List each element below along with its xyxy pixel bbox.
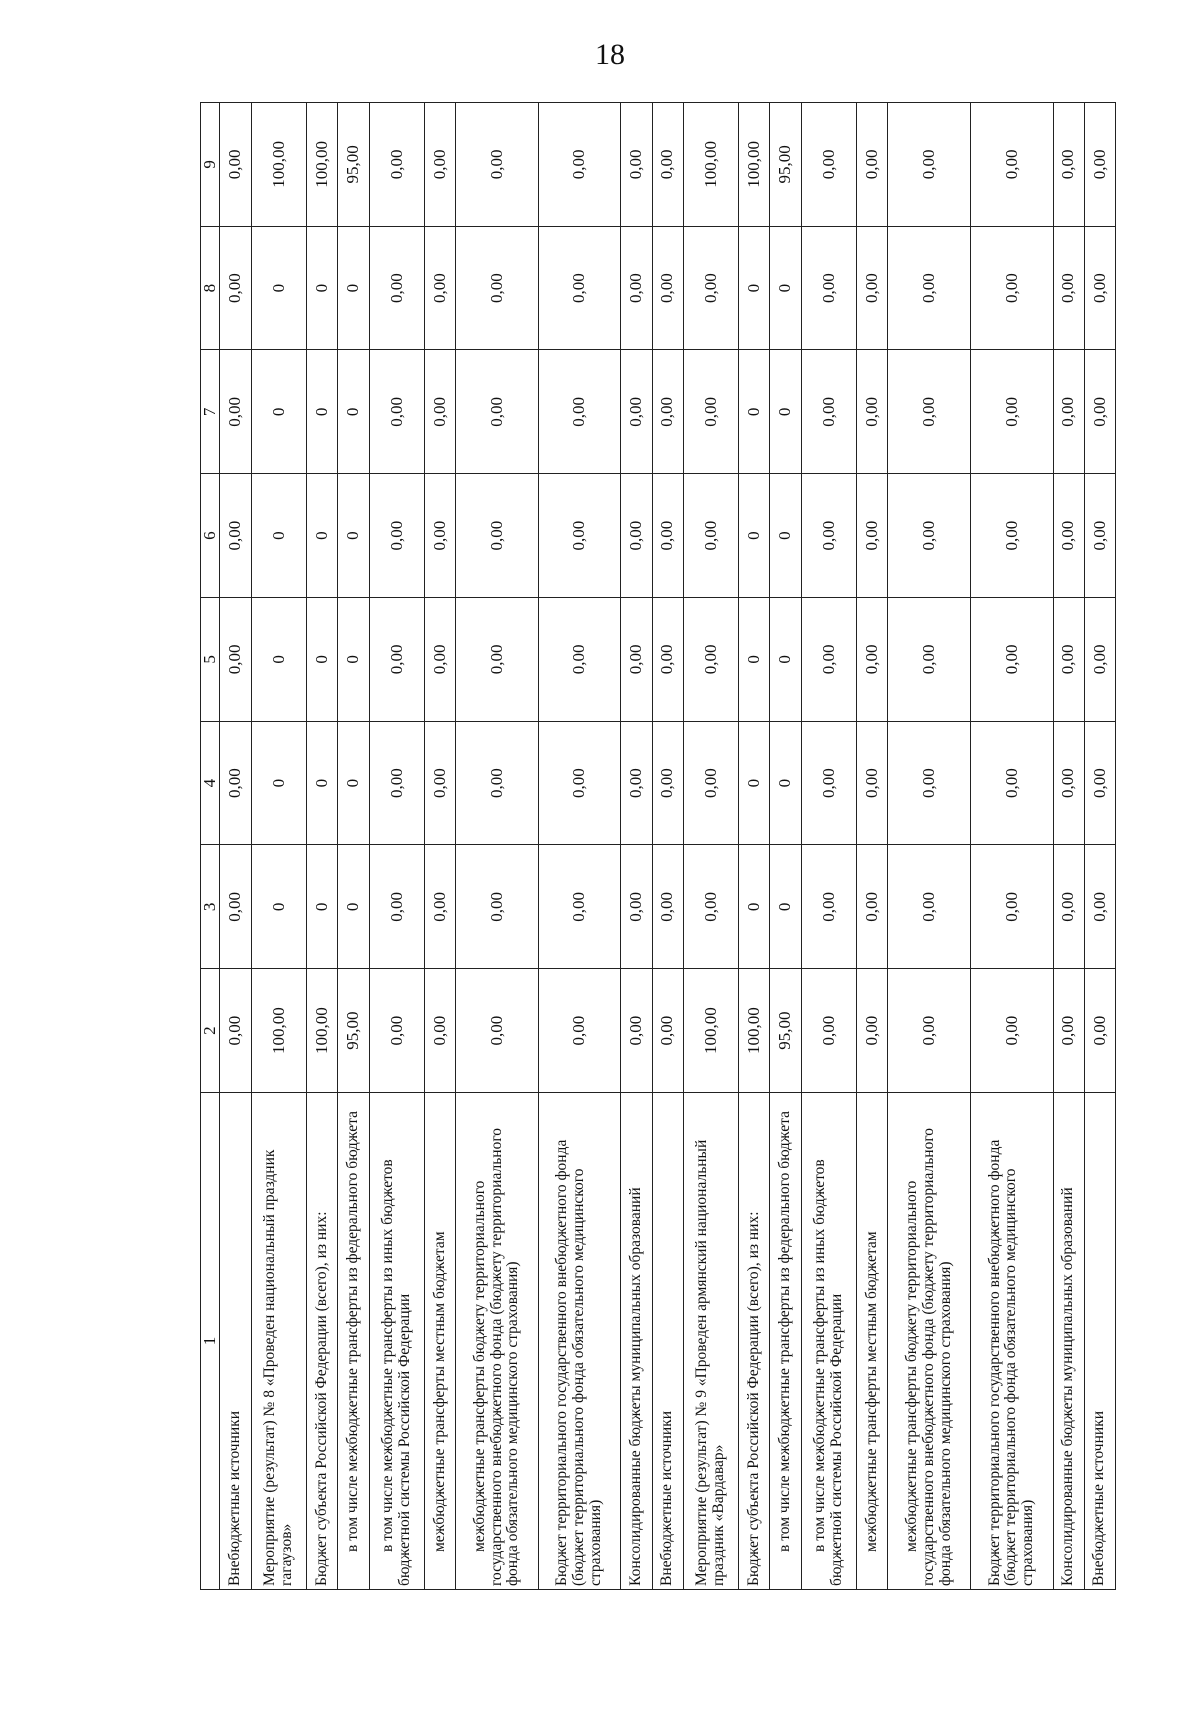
cell-value: 0 [739,226,770,350]
row-label: Мероприятие (результат) № 9 «Проведен армянский национальный праздник «Вардавар» [683,1093,739,1590]
table-body [220,103,1116,1590]
cell-value: 0,00 [1084,474,1115,598]
table-row [456,103,539,1590]
cell-value: 100,00 [739,969,770,1093]
cell-value: 100,00 [683,103,739,227]
cell-value: 0,00 [456,969,539,1093]
cell-value: 0,00 [801,226,857,350]
cell-value: 0 [338,226,369,350]
table-row [652,103,683,1590]
cell-value: 0,00 [652,350,683,474]
cell-value: 0,00 [220,350,251,474]
cell-value: 100,00 [307,103,338,227]
cell-value: 0,00 [369,721,425,845]
cell-value: 0,00 [220,969,251,1093]
cell-value: 95,00 [770,969,801,1093]
cell-value: 0,00 [683,845,739,969]
cell-value: 0,00 [888,845,971,969]
row-label: Внебюджетные источники [220,1093,251,1590]
cell-value: 0,00 [621,226,652,350]
row-label: Бюджет территориального государственного внебюджетного фонда (бюджет территориального фонда обязательного медицинского страхования) [970,1093,1053,1590]
cell-value: 0,00 [857,103,888,227]
cell-value: 100,00 [683,969,739,1093]
row-label: Бюджет субъекта Российской Федерации (всего), из них: [739,1093,770,1590]
row-label: Консолидированные бюджеты муниципальных образований [621,1093,652,1590]
table-row [220,103,251,1590]
cell-value: 0,00 [369,969,425,1093]
cell-value: 0 [307,226,338,350]
cell-value: 0,00 [425,103,456,227]
cell-value: 0 [739,598,770,722]
cell-value: 0,00 [621,103,652,227]
cell-value: 0,00 [1084,721,1115,845]
row-label: в том числе межбюджетные трансферты из федерального бюджета [770,1093,801,1590]
cell-value: 0 [739,474,770,598]
cell-value: 0,00 [888,103,971,227]
cell-value: 0 [338,598,369,722]
budget-table [200,102,1116,1590]
cell-value: 0,00 [538,721,621,845]
cell-value: 0,00 [621,598,652,722]
cell-value: 95,00 [770,103,801,227]
cell-value: 0,00 [970,845,1053,969]
column-header: 3 [201,845,220,969]
row-label: Мероприятие (результат) № 8 «Проведен национальный праздник гагаузов» [251,1093,307,1590]
cell-value: 0,00 [456,350,539,474]
table-row [1084,103,1115,1590]
table-row [801,103,857,1590]
table-row [683,103,739,1590]
column-header: 8 [201,226,220,350]
cell-value: 0,00 [538,969,621,1093]
row-label: Консолидированные бюджеты муниципальных образований [1053,1093,1084,1590]
row-label: Внебюджетные источники [652,1093,683,1590]
cell-value: 95,00 [338,969,369,1093]
table-row [338,103,369,1590]
table-row [369,103,425,1590]
cell-value: 0,00 [1053,103,1084,227]
cell-value: 0,00 [538,474,621,598]
row-label: в том числе межбюджетные трансферты из федерального бюджета [338,1093,369,1590]
table-row [970,103,1053,1590]
cell-value: 0,00 [888,226,971,350]
cell-value: 0 [307,350,338,474]
cell-value: 0,00 [621,721,652,845]
cell-value: 0 [338,474,369,598]
cell-value: 0,00 [857,350,888,474]
cell-value: 0,00 [652,969,683,1093]
cell-value: 0,00 [456,598,539,722]
cell-value: 0,00 [970,103,1053,227]
row-label: в том числе межбюджетные трансферты из иных бюджетов бюджетной системы Российской Федерации [369,1093,425,1590]
column-header: 2 [201,969,220,1093]
rotated-table-frame [200,103,1116,1590]
cell-value: 0,00 [369,350,425,474]
cell-value: 0 [770,721,801,845]
cell-value: 0,00 [970,598,1053,722]
cell-value: 0 [251,598,307,722]
cell-value: 0,00 [425,969,456,1093]
cell-value: 0,00 [801,845,857,969]
cell-value: 0 [251,845,307,969]
cell-value: 0,00 [801,103,857,227]
cell-value: 0,00 [652,226,683,350]
cell-value: 0,00 [425,721,456,845]
cell-value: 0,00 [538,598,621,722]
cell-value: 0 [307,598,338,722]
cell-value: 0,00 [425,474,456,598]
table-row [538,103,621,1590]
cell-value: 0,00 [456,845,539,969]
cell-value: 0,00 [220,103,251,227]
table-row [251,103,307,1590]
cell-value: 0,00 [970,474,1053,598]
cell-value: 0 [770,350,801,474]
cell-value: 0,00 [1053,845,1084,969]
cell-value: 0 [307,721,338,845]
cell-value: 0,00 [1053,721,1084,845]
cell-value: 0,00 [369,598,425,722]
cell-value: 0,00 [1053,226,1084,350]
cell-value: 0,00 [220,598,251,722]
cell-value: 0,00 [220,474,251,598]
cell-value: 0,00 [1084,845,1115,969]
column-header: 5 [201,598,220,722]
cell-value: 0,00 [369,103,425,227]
cell-value: 0,00 [857,969,888,1093]
column-header: 9 [201,103,220,227]
cell-value: 0,00 [888,474,971,598]
cell-value: 0,00 [538,103,621,227]
cell-value: 0,00 [683,226,739,350]
cell-value: 0,00 [970,721,1053,845]
cell-value: 0,00 [425,845,456,969]
cell-value: 0,00 [888,350,971,474]
cell-value: 0 [770,598,801,722]
column-header: 6 [201,474,220,598]
cell-value: 0,00 [652,474,683,598]
cell-value: 0,00 [683,598,739,722]
budget-table-container [200,103,1116,1590]
table-row [425,103,456,1590]
row-label: Бюджет территориального государственного внебюджетного фонда (бюджет территориального фонда обязательного медицинского страхования) [538,1093,621,1590]
row-label: Бюджет субъекта Российской Федерации (всего), из них: [307,1093,338,1590]
cell-value: 0,00 [970,350,1053,474]
cell-value: 0 [251,226,307,350]
table-row [621,103,652,1590]
cell-value: 0,00 [857,226,888,350]
cell-value: 0,00 [1053,350,1084,474]
cell-value: 0 [251,474,307,598]
cell-value: 0,00 [857,474,888,598]
cell-value: 0,00 [456,226,539,350]
cell-value: 95,00 [338,103,369,227]
cell-value: 0,00 [683,721,739,845]
cell-value: 0,00 [425,598,456,722]
cell-value: 0 [338,845,369,969]
cell-value: 0,00 [621,350,652,474]
cell-value: 0,00 [425,226,456,350]
header-row [201,103,220,1590]
cell-value: 0,00 [220,226,251,350]
cell-value: 0 [739,350,770,474]
cell-value: 0,00 [857,598,888,722]
cell-value: 0 [739,721,770,845]
cell-value: 0 [770,474,801,598]
cell-value: 0,00 [1084,226,1115,350]
row-label: межбюджетные трансферты местным бюджетам [857,1093,888,1590]
cell-value: 0,00 [888,598,971,722]
cell-value: 0,00 [369,845,425,969]
cell-value: 0,00 [1053,969,1084,1093]
table-row [770,103,801,1590]
cell-value: 0,00 [857,721,888,845]
cell-value: 0,00 [456,474,539,598]
row-label: межбюджетные трансферты бюджету территориального государственного внебюджетного фонда (бюджету территориального фонда обязательного медицинского страхования) [456,1093,539,1590]
cell-value: 0 [770,845,801,969]
cell-value: 100,00 [251,103,307,227]
cell-value: 0,00 [652,721,683,845]
cell-value: 0 [770,226,801,350]
cell-value: 0,00 [652,598,683,722]
cell-value: 0,00 [621,969,652,1093]
row-label: Внебюджетные источники [1084,1093,1115,1590]
cell-value: 0,00 [456,721,539,845]
cell-value: 0,00 [538,350,621,474]
cell-value: 0,00 [1084,598,1115,722]
column-header: 7 [201,350,220,474]
table-row [307,103,338,1590]
cell-value: 0,00 [652,845,683,969]
cell-value: 0 [739,845,770,969]
row-label: межбюджетные трансферты местным бюджетам [425,1093,456,1590]
cell-value: 0,00 [801,721,857,845]
cell-value: 0,00 [683,474,739,598]
row-label: межбюджетные трансферты бюджету территориального государственного внебюджетного фонда (бюджету территориального фонда обязательного медицинского страхования) [888,1093,971,1590]
cell-value: 0 [307,845,338,969]
cell-value: 0,00 [538,845,621,969]
cell-value: 0,00 [456,103,539,227]
cell-value: 0,00 [1084,103,1115,227]
cell-value: 0,00 [621,845,652,969]
cell-value: 0,00 [683,350,739,474]
cell-value: 0,00 [1053,474,1084,598]
cell-value: 100,00 [251,969,307,1093]
cell-value: 0 [338,350,369,474]
cell-value: 0,00 [369,226,425,350]
table-row [888,103,971,1590]
column-header: 1 [201,1093,220,1590]
column-header: 4 [201,721,220,845]
cell-value: 0,00 [220,845,251,969]
table-row [1053,103,1084,1590]
cell-value: 0,00 [970,969,1053,1093]
cell-value: 0 [338,721,369,845]
cell-value: 0 [251,350,307,474]
cell-value: 0,00 [888,721,971,845]
cell-value: 100,00 [739,103,770,227]
cell-value: 0 [307,474,338,598]
page-number: 18 [595,38,625,71]
cell-value: 0,00 [801,350,857,474]
cell-value: 0,00 [1053,598,1084,722]
row-label: в том числе межбюджетные трансферты из иных бюджетов бюджетной системы Российской Федерации [801,1093,857,1590]
cell-value: 0,00 [801,969,857,1093]
cell-value: 0,00 [1084,969,1115,1093]
cell-value: 0,00 [857,845,888,969]
cell-value: 0 [251,721,307,845]
cell-value: 0,00 [970,226,1053,350]
cell-value: 0,00 [801,598,857,722]
cell-value: 0,00 [425,350,456,474]
cell-value: 0,00 [538,226,621,350]
cell-value: 0,00 [801,474,857,598]
cell-value: 0,00 [1084,350,1115,474]
cell-value: 0,00 [369,474,425,598]
cell-value: 0,00 [621,474,652,598]
cell-value: 0,00 [652,103,683,227]
cell-value: 100,00 [307,969,338,1093]
table-row [857,103,888,1590]
cell-value: 0,00 [888,969,971,1093]
table-row [739,103,770,1590]
cell-value: 0,00 [220,721,251,845]
